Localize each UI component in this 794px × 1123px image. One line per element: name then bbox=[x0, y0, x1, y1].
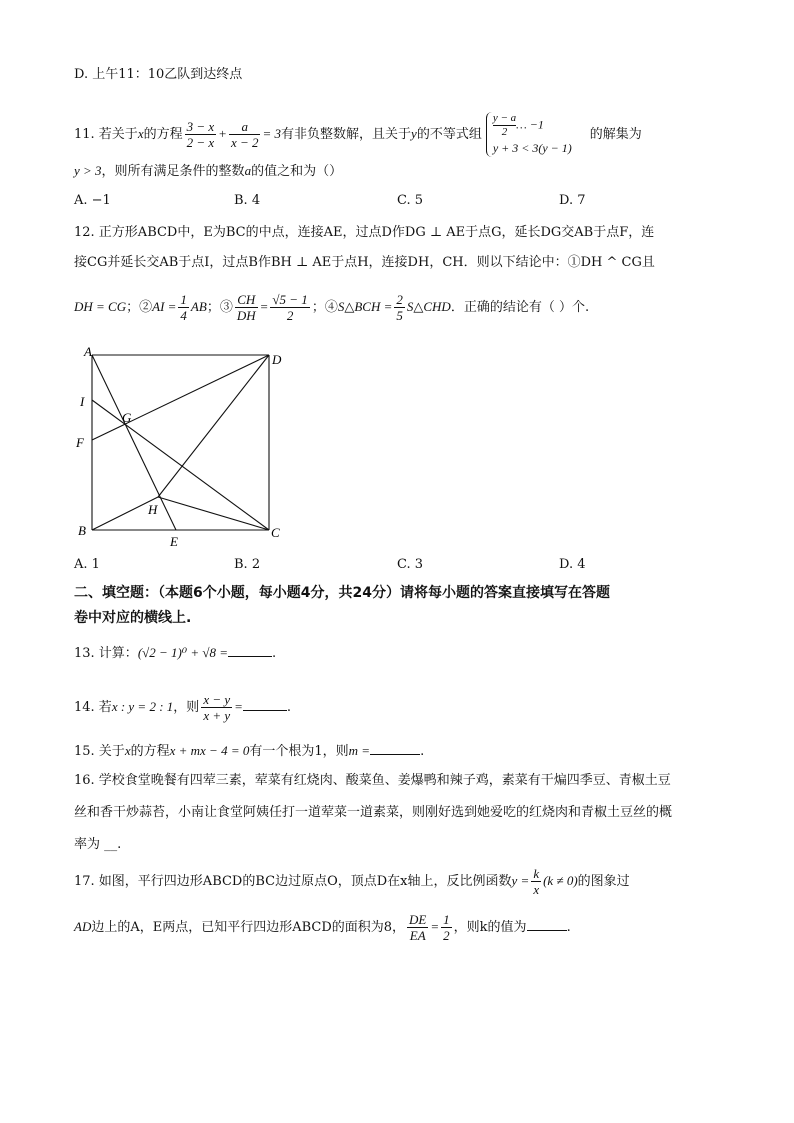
q11-inequality-system bbox=[486, 112, 572, 157]
q11-line1 bbox=[74, 112, 642, 157]
q15 bbox=[74, 742, 424, 761]
label-i: I bbox=[80, 394, 85, 409]
label-g: G bbox=[122, 410, 132, 425]
q17-line2-ask: ，则k的值为 bbox=[453, 920, 527, 935]
q11-frac1-num: 3 − x bbox=[186, 119, 215, 134]
q11-line2-end: 的值之和为（） bbox=[251, 164, 343, 179]
q11-frac1-den: 2 − x bbox=[186, 135, 215, 150]
q12-area-bch: S△BCH = bbox=[337, 299, 393, 314]
label-b: B bbox=[78, 523, 86, 538]
q11-mid3: 的不等式组 bbox=[416, 127, 482, 142]
q14-ratio: x : y = 2 : 1 bbox=[111, 699, 174, 714]
q12-stmt1: DH = CG bbox=[74, 299, 127, 314]
q13-end: . bbox=[272, 646, 277, 661]
q17-line2-text: 边上的A，E两点，已知平行四边形ABCD的面积为8， bbox=[91, 920, 406, 935]
q12-line3 bbox=[74, 292, 589, 323]
q12-frac-quarter-den: 4 bbox=[180, 308, 187, 323]
q17-prefix: 17. 如图，平行四边形ABCD的BC边过原点O，顶点D在x轴上，反比例函数 bbox=[74, 874, 512, 889]
q15-x: x bbox=[124, 743, 131, 758]
q15-m: m = bbox=[348, 743, 371, 758]
q17-frac-ea: EA bbox=[409, 928, 426, 943]
label-c: C bbox=[271, 525, 280, 540]
q12-frac-quarter-num: 1 bbox=[180, 292, 187, 307]
q17-frac-k: k bbox=[533, 866, 540, 881]
q11-frac2-num: a bbox=[229, 119, 261, 135]
q12-frac-25-den: 5 bbox=[396, 308, 403, 323]
q17-frac-half bbox=[441, 912, 452, 943]
q17-answer-blank[interactable] bbox=[527, 918, 567, 931]
q11-mid2: 有非负整数解，且关于 bbox=[281, 127, 412, 142]
q11-option-c: C. 5 bbox=[397, 193, 424, 208]
q10-option-d: D. 上午11：10乙队到达终点 bbox=[74, 67, 243, 82]
q17-eq: = bbox=[430, 919, 440, 934]
q12-frac-sqrt5-num: √5 − 1 bbox=[272, 292, 308, 307]
label-e: E bbox=[170, 534, 178, 549]
q15-mid: 的方程 bbox=[130, 744, 170, 759]
q17-frac-x: x bbox=[533, 882, 540, 897]
q12-line2: 接CG并延长交AB于点I，过点B作BH ⊥ AE于点H，连接DH，CH．则以下结论中：①DH ^ CG且 bbox=[74, 255, 655, 270]
q15-answer-blank[interactable] bbox=[370, 742, 420, 755]
q12-sep1: ；② bbox=[126, 300, 153, 315]
section2-heading-line2: 卷中对应的横线上. bbox=[74, 610, 192, 626]
label-h: H bbox=[148, 502, 158, 517]
q17-suffix: 的图象过 bbox=[577, 874, 630, 889]
label-a: A bbox=[84, 344, 92, 359]
q16-line3: 率为 __. bbox=[74, 837, 122, 852]
q14-fraction bbox=[201, 692, 232, 723]
q17-func: y = bbox=[511, 873, 530, 888]
q12-frac-ch: CH bbox=[235, 292, 258, 308]
q11-frac2 bbox=[229, 119, 261, 150]
q13-expression: (√2 − 1)⁰ + √8 = bbox=[137, 645, 229, 660]
q12-line3-end: ．正确的结论有（ ）个. bbox=[450, 300, 590, 315]
q11-frac2-den: x − 2 bbox=[230, 135, 259, 150]
label-f: F bbox=[76, 435, 84, 450]
q15-equation: x + mx − 4 = 0 bbox=[169, 743, 250, 758]
q12-frac-sqrt5-den: 2 bbox=[286, 308, 294, 323]
q12-frac-dh: DH bbox=[236, 308, 256, 323]
q13-prefix: 13. 计算： bbox=[74, 646, 138, 661]
q11-a: a bbox=[244, 163, 252, 178]
q11-prefix: 11. 若关于 bbox=[74, 127, 138, 142]
q11-frac1 bbox=[185, 119, 217, 150]
q11-sys-rest: … −1 bbox=[516, 117, 544, 132]
q11-plus: + bbox=[218, 126, 227, 141]
q12-frac-quarter bbox=[178, 292, 189, 323]
q12-option-b: B. 2 bbox=[234, 557, 261, 572]
label-d: D bbox=[272, 352, 282, 367]
q14-answer-blank[interactable] bbox=[243, 698, 287, 711]
q11-x: x bbox=[137, 126, 144, 141]
q12-option-c: C. 3 bbox=[397, 557, 424, 572]
q11-y: y bbox=[411, 126, 417, 141]
q17-frac-kx bbox=[531, 866, 541, 897]
q17-cond: (k ≠ 0) bbox=[543, 873, 578, 888]
q17-line1 bbox=[74, 866, 630, 897]
q12-option-a: A. 1 bbox=[74, 557, 100, 572]
q11-sys-den: 2 bbox=[501, 126, 508, 138]
q12-sep3: ；④ bbox=[311, 300, 338, 315]
segment-ci bbox=[92, 400, 269, 530]
q15-mid2: 有一个根为1，则 bbox=[249, 744, 349, 759]
q17-frac-half-den: 2 bbox=[443, 928, 450, 943]
segment-ch bbox=[158, 497, 269, 530]
q11-line2 bbox=[74, 162, 342, 181]
q12-frac-ch-dh bbox=[235, 292, 258, 323]
section2-heading-line1: 二、填空题：（本题6个小题，每小题4分，共24分）请将每小题的答案直接填写在答题 bbox=[74, 585, 610, 601]
q11-line2-text: ，则所有满足条件的整数 bbox=[101, 164, 245, 179]
q11-option-d: D. 7 bbox=[559, 193, 586, 208]
q17-frac-half-num: 1 bbox=[443, 912, 450, 927]
q11-mid1: 的方程 bbox=[143, 127, 183, 142]
q14-frac-num: x − y bbox=[203, 692, 231, 707]
q12-frac-two-fifths bbox=[394, 292, 405, 323]
q14-frac-den: x + y bbox=[203, 708, 231, 723]
q11-eq3: = 3 bbox=[262, 126, 282, 141]
q16-line1: 16. 学校食堂晚餐有四荤三素，荤菜有红烧肉、酸菜鱼、姜爆鸭和辣子鸡，素菜有干煸四季豆、青椒土豆 bbox=[74, 773, 671, 788]
q11-sys-num: y − a bbox=[492, 112, 517, 124]
q12-sep2: ；③ bbox=[206, 300, 233, 315]
q12-stmt2-ab: AB bbox=[190, 299, 207, 314]
q12-frac-25-num: 2 bbox=[396, 292, 403, 307]
q14-end: . bbox=[286, 700, 292, 715]
q17-end: . bbox=[566, 920, 571, 935]
q12-area-chd: S△CHD bbox=[406, 299, 451, 314]
q16-line2: 丝和香干炒蒜苔，小南让食堂阿姨任打一道荤菜一道素菜，则刚好选到她爱吃的红烧肉和青椒土豆丝的概 bbox=[74, 805, 673, 820]
segment-df bbox=[92, 355, 269, 440]
q12-option-d: D. 4 bbox=[559, 557, 586, 572]
q11-option-a: A. −1 bbox=[74, 193, 111, 208]
segment-dh bbox=[158, 355, 269, 497]
q14-mid: ，则 bbox=[173, 700, 200, 715]
q17-ad: AD bbox=[74, 919, 92, 934]
q12-stmt2-lhs: AI = bbox=[152, 299, 177, 314]
q11-solution-set: y > 3 bbox=[74, 163, 102, 178]
q11-sys-row2: y + 3 < 3(y − 1) bbox=[492, 141, 572, 155]
segment-ae bbox=[92, 355, 176, 530]
q14-eq: = bbox=[234, 699, 243, 714]
q15-end: . bbox=[420, 744, 425, 759]
q17-line2 bbox=[74, 912, 571, 943]
q14 bbox=[74, 692, 291, 723]
q12-line1: 12. 正方形ABCD中，E为BC的中点，连接AE，过点D作DG ⊥ AE于点G，延长DG交AB于点F，连 bbox=[74, 225, 655, 240]
q11-suffix: 的解集为 bbox=[589, 127, 642, 142]
q13 bbox=[74, 644, 276, 663]
q17-frac-de-ea bbox=[407, 912, 428, 943]
q15-prefix: 15. 关于 bbox=[74, 744, 125, 759]
q11-option-b: B. 4 bbox=[234, 193, 261, 208]
q12-frac-sqrt5 bbox=[270, 292, 309, 323]
q12-eq: = bbox=[259, 299, 269, 314]
q17-frac-de: DE bbox=[409, 912, 427, 927]
q13-answer-blank[interactable] bbox=[228, 644, 272, 657]
q12-square-figure bbox=[72, 340, 292, 552]
q14-prefix: 14. 若 bbox=[74, 700, 112, 715]
